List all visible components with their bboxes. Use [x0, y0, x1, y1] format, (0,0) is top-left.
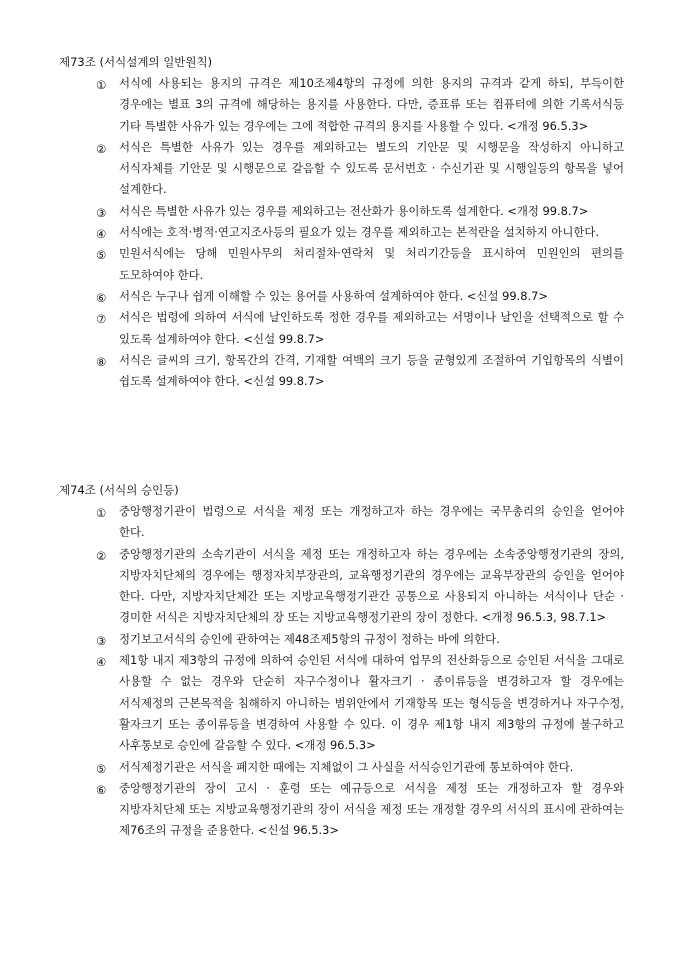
paragraph-item: [0, 307, 624, 350]
paragraph-text: 제1항 내지 제3항의 규정에 의하여 승인된 서식에 대하여 업무의 전산화등으로 승인된 서식을 그대로 사용할 수 없는 경우와 단순히 자구수정이나 활자크기 · 종이류등을 변경하고자 할 경우에는 서식제정의 근본목적을 침해하지 아니하는 범위안에서 기재항목 또는 형식등을 변경하거나 자구수정, 활자크기 또는 종이류등을 변경하여 사용할 수 있다. 이 경우 제1항 내지 제3항의 규정에 불구하고 사후통보로 승인에 갈음할 수 있다. <개정 96.5.3>: [119, 653, 624, 753]
paragraph-item: [0, 73, 624, 137]
paragraph-text: 서식에 사용되는 용지의 규격은 제10조제4항의 규정에 의한 용지의 규격과 같게 하되, 부득이한 경우에는 별표 3의 규격에 해당하는 용지를 사용한다. 다만, 증표류 또는 컴퓨터에 의한 기록서식등 기타 특별한 사유가 있는 경우에는 그에 적합한 규격의 용지를 사용할 수 있다. <개정 96.5.3>: [119, 76, 624, 133]
paragraph-number: ⑤: [96, 248, 107, 263]
paragraph-text: 서식은 특별한 사유가 있는 경우를 제외하고는 전산화가 용이하도록 설계한다. <개정 99.8.7>: [119, 203, 589, 218]
paragraph-text: 서식은 누구나 쉽게 이해할 수 있는 용어를 사용하여 설계하여야 한다. <신설 99.8.7>: [119, 288, 548, 303]
paragraph-item: [0, 544, 624, 629]
paragraph-item: [0, 222, 624, 243]
paragraph-number: ②: [96, 548, 107, 563]
paragraph-text: 서식은 법령에 의하여 서식에 날인하도록 정한 경우를 제외하고는 서명이나 날인을 선택적으로 할 수 있도록 설계하여야 한다. <신설 99.8.7>: [119, 310, 624, 346]
paragraph-list: [0, 73, 680, 392]
paragraph-item: [0, 778, 624, 842]
paragraph-number: ⑤: [96, 761, 107, 776]
paragraph-text: 중앙행정기관의 소속기관이 서식을 제정 또는 개정하고자 하는 경우에는 소속중앙행정기관의 장의, 지방자치단체의 경우에는 행정자치부장관의, 교육행정기관의 경우에는 교육부장관의 승인을 얻어야 한다. 다만, 지방자치단체간 또는 지방교육행정기관간 공통으로 사용되지 아니하는 서식이나 단순 · 경미한 서식은 지방자치단체의 장 또는 지방교육행정기관의 장이 정한다. <개정 96.5.3, 98.7.1>: [119, 546, 624, 625]
article-heading: 제74조 (서식의 승인등): [59, 483, 179, 497]
paragraph-number: ③: [96, 205, 107, 220]
paragraph-item: [0, 243, 624, 286]
article-heading: 제73조 (서식설계의 일반원칙): [59, 55, 213, 69]
paragraph-number: ④: [96, 655, 107, 670]
paragraph-list: [0, 501, 680, 842]
paragraph-text: 서식에는 호적·병적·연고지조사등의 필요가 있는 경우를 제외하고는 본적란을 설치하지 아니한다.: [119, 225, 599, 240]
paragraph-number: ⑥: [96, 782, 107, 797]
paragraph-number: ②: [96, 141, 107, 156]
paragraph-number: ①: [96, 78, 107, 92]
paragraph-item: [0, 201, 624, 222]
paragraph-number: ⑦: [96, 312, 107, 327]
paragraph-text: 서식제정기관은 서식을 폐지한 때에는 지체없이 그 사실을 서식승인기관에 통보하여야 한다.: [119, 759, 574, 774]
paragraph-number: ⑧: [96, 354, 107, 369]
paragraph-text: 정기보고서식의 승인에 관하여는 제48조제5항의 규정이 정하는 바에 의한다.: [119, 631, 500, 646]
paragraph-number: ①: [96, 506, 107, 520]
paragraph-item: [0, 286, 624, 307]
paragraph-text: 민원서식에는 당해 민원사무의 처리절차·연락처 및 처리기간등을 표시하여 민원인의 편의를 도모하여야 한다.: [119, 246, 624, 282]
paragraph-item: [0, 650, 624, 756]
paragraph-text: 서식은 글씨의 크기, 항목간의 간격, 기재할 여백의 크기 등을 균형있게 조절하여 기입항목의 식별이 쉽도록 설계하여야 한다. <신설 99.8.7>: [119, 352, 624, 389]
paragraph-text: 서식은 특별한 사유가 있는 경우를 제외하고는 별도의 기안문 및 시행문을 작성하지 아니하고 서식자체를 기안문 및 시행문으로 갈음할 수 있도록 문서번호 · 수신기관 및 시행일등의 항목을 넣어 설계한다.: [119, 139, 624, 197]
paragraph-text: 중앙행정기관이 법령으로 서식을 제정 또는 개정하고자 하는 경우에는 국무총리의 승인을 얻어야 한다.: [119, 504, 624, 540]
paragraph-number: ③: [96, 633, 107, 648]
paragraph-item: [0, 350, 624, 393]
paragraph-number: ④: [96, 227, 107, 242]
paragraph-item: [0, 629, 624, 650]
paragraph-text: 중앙행정기관의 장이 고시 · 훈령 또는 예규등으로 서식을 제정 또는 개정하고자 할 경우와 지방자치단체 또는 지방교육행정기관의 장이 서식을 제정 또는 개정할 경우의 서식의 표시에 관하여는 제76조의 규정을 준용한다. <신설 96.5.3>: [119, 780, 624, 838]
paragraph-item: [0, 137, 624, 201]
paragraph-number: ⑥: [96, 290, 107, 305]
paragraph-item: [0, 501, 624, 544]
paragraph-item: [0, 757, 624, 778]
